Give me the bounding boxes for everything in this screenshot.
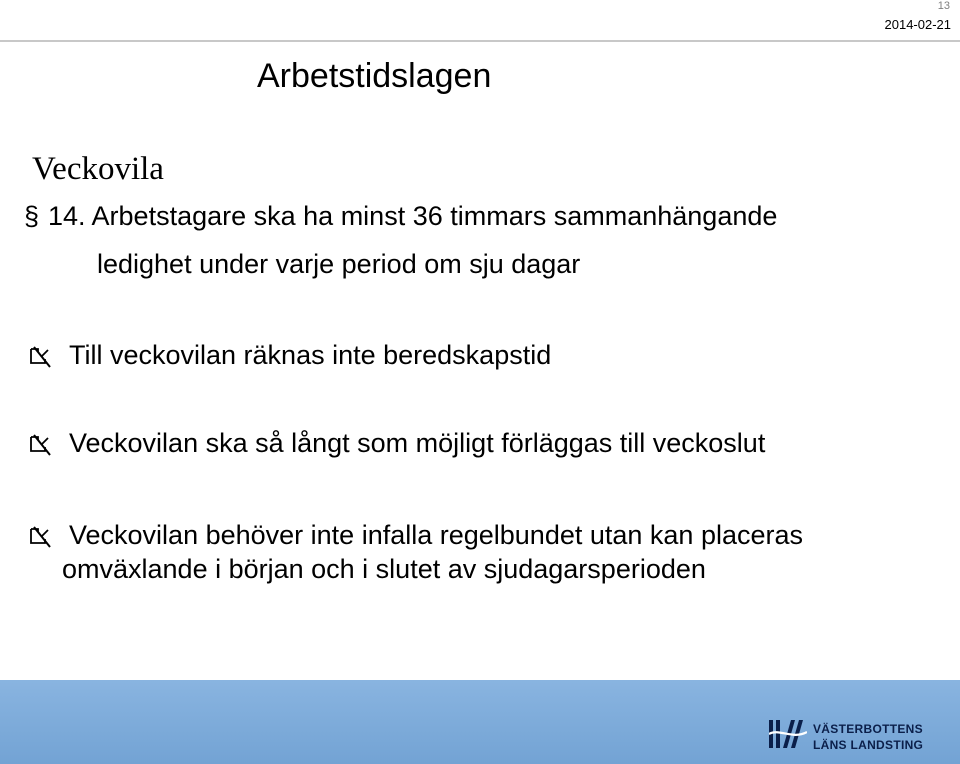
organization-logo — [769, 716, 949, 756]
paragraph-line-2: ledighet under varje period om sju dagar — [97, 249, 581, 279]
logo-text-line-2: LÄNS LANDSTING — [813, 738, 924, 752]
law-paragraph — [24, 200, 924, 280]
logo-mark-icon — [769, 718, 807, 750]
bullet-text: Veckovilan behöver inte infalla regelbundet utan kan placeras — [69, 520, 803, 550]
logo-text-line-1: VÄSTERBOTTENS — [813, 722, 923, 736]
bullet-item-2 — [28, 426, 948, 460]
bullet-text: Till veckovilan räknas inte beredskapstid — [69, 340, 552, 370]
check-box-bullet-icon — [28, 433, 54, 457]
bullet-text: Veckovilan ska så långt som möjligt förläggas till veckoslut — [69, 428, 766, 458]
check-box-bullet-icon — [28, 345, 54, 369]
paragraph-line-1-text: 14. Arbetstagare ska ha minst 36 timmars sammanhängande — [48, 201, 778, 231]
section-symbol: § — [24, 201, 40, 231]
bullet-item-1 — [28, 338, 948, 372]
top-divider — [0, 40, 960, 42]
slide-number: 13 — [937, 0, 950, 12]
bullet-continuation: omväxlande i början och i slutet av sjudagarsperioden — [62, 554, 706, 584]
check-box-bullet-icon — [28, 525, 54, 549]
paragraph-line-1 — [24, 200, 924, 232]
slide-subtitle: Veckovila — [32, 151, 164, 187]
bullet-item-3 — [28, 518, 948, 586]
slide-date: 2014-02-21 — [884, 17, 951, 32]
slide-title: Arbetstidslagen — [257, 57, 492, 95]
